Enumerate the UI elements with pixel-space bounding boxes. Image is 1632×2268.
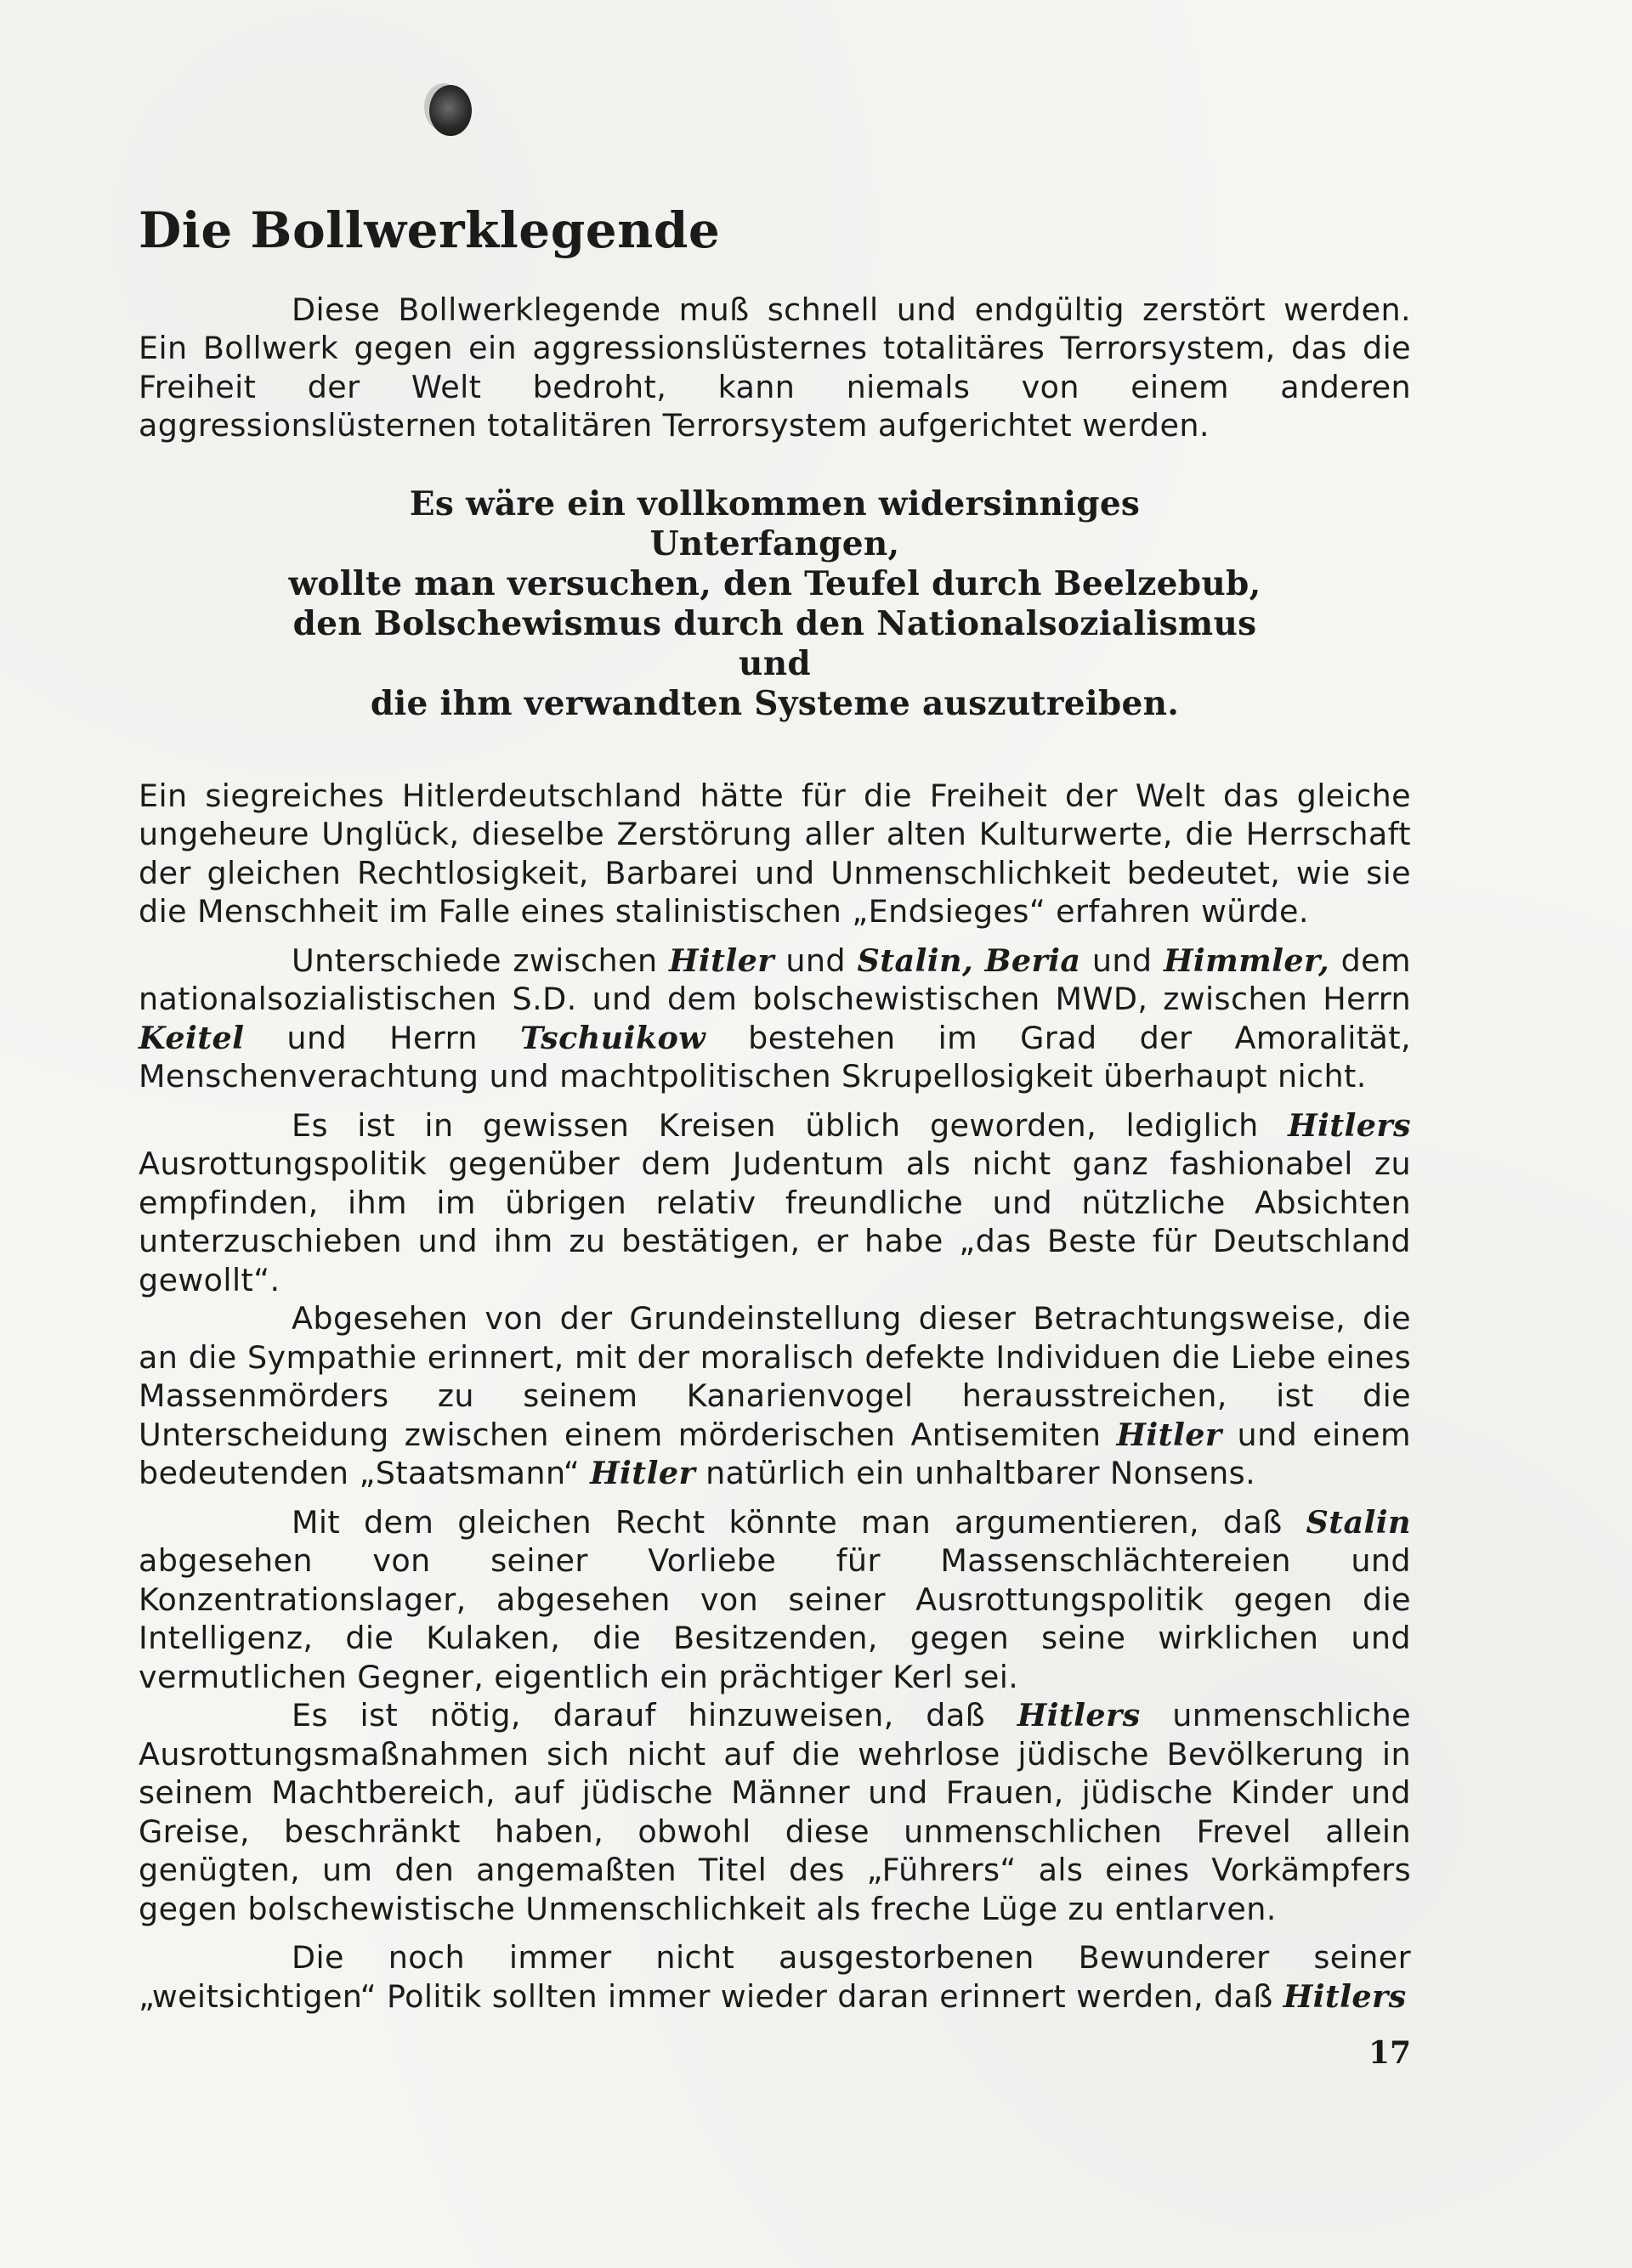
emphasis-name: Hitler <box>668 942 774 979</box>
body-paragraph-6 <box>139 1696 1411 1928</box>
text-run: und einem bedeutenden „Staatsmann“ <box>139 1416 1411 1492</box>
emphasis-name: Himmler, <box>1163 942 1330 979</box>
text-run: bestehen im Grad der Amoralität, Menschenverachtung und machtpolitischen Skrupellosigkeit überhaupt nicht. <box>139 1019 1411 1095</box>
emphasis-name: Hitler <box>590 1455 696 1492</box>
page-number: 17 <box>1368 2035 1412 2071</box>
emphasis-name: Stalin <box>1306 1503 1411 1541</box>
text-run: Abgesehen von der Grundeinstellung dieser Betrachtungsweise, die an die Sympathie erinnert, mit der moralisch defekte Individuen die Liebe eines Massenmörders zu seinem Kanarienvogel herausstreichen, ist die Unterscheidung zwischen einem mörderischen Antisemiten <box>139 1300 1411 1453</box>
quote-line: wollte man versuchen, den Teufel durch Beelzebub, <box>288 563 1261 603</box>
quote-line: den Bolschewismus durch den Nationalsozialismus und <box>292 603 1257 683</box>
emphasis-name: Beria <box>984 942 1081 979</box>
emphasis-name: Hitlers <box>1017 1697 1141 1734</box>
body-paragraph-2 <box>139 942 1411 1096</box>
text-run: Unterschiede zwischen <box>292 942 669 979</box>
text-run: und <box>774 942 858 979</box>
text-run: Die noch immer nicht ausgestorbenen Bewunderer seiner „weitsichtigen“ Politik sollten immer wieder daran erinnert werden, daß <box>139 1939 1411 2015</box>
body-paragraph-7 <box>139 1938 1411 2016</box>
text-run: Mit dem gleichen Recht könnte man argumentieren, daß <box>292 1503 1306 1541</box>
text-run: dem nationalsozialistischen S.D. und dem bolschewistischen MWD, zwischen Herrn <box>139 942 1411 1018</box>
intro-paragraph: Diese Bollwerklegende muß schnell und endgültig zerstört werden. Ein Bollwerk gegen ein aggressionslüsternes totalitäres Terrorsystem, das die Freiheit der Welt bedroht, kann niemals von einem anderen aggressionslüsternen totalitären Terrorsystem aufgerichtet werden. <box>139 291 1411 444</box>
emphasis-name: Hitlers <box>1288 1106 1411 1144</box>
body-paragraph-5 <box>139 1503 1411 1697</box>
text-run: unmenschliche Ausrottungsmaßnahmen sich nicht auf die wehrlose jüdische Bevölkerung in seinem Machtbereich, auf jüdische Männer und Frauen, jüdische Kinder und Greise, beschränkt haben, obwohl diese unmenschlichen Frevel allein genügten, um den angemaßten Titel des „Führers“ als eines Vorkämpfers gegen bolschewistische Unmenschlichkeit als freche Lüge zu entlarven. <box>139 1697 1411 1927</box>
page-content <box>139 201 1411 2016</box>
quote-line: Es wäre ein vollkommen widersinniges Unterfangen, <box>409 484 1141 563</box>
text-run <box>973 942 984 979</box>
emphasis-name: Tschuikow <box>519 1019 706 1056</box>
punch-hole-mark <box>429 85 472 136</box>
text-run: Es ist nötig, darauf hinzuweisen, daß <box>292 1697 1017 1734</box>
emphasis-name: Keitel <box>139 1019 245 1056</box>
emphasized-quote <box>286 484 1264 724</box>
quote-line: die ihm verwandten Systeme auszutreiben. <box>370 683 1180 723</box>
text-run: abgesehen von seiner Vorliebe für Massenschlächtereien und Konzentrationslager, abgesehen von seiner Ausrottungspolitik gegen die Intelligenz, die Kulaken, die Besitzenden, gegen seine wirklichen und vermutlichen Gegner, eigentlich ein prächtiger Kerl sei. <box>139 1542 1411 1695</box>
text-run: Ausrottungspolitik gegenüber dem Judentum als nicht ganz fashionabel zu empfinden, ihm im übrigen relativ freundliche und nützliche Absichten unterzuschieben und ihm zu bestätigen, er habe „das Beste für Deutschland gewollt“. <box>139 1145 1411 1298</box>
emphasis-name: Hitlers <box>1283 1977 1407 2015</box>
text-run: und Herrn <box>244 1019 520 1056</box>
page-title: Die Bollwerklegende <box>139 201 721 259</box>
emphasis-name: Stalin, <box>857 942 974 979</box>
body-paragraph-1: Ein siegreiches Hitlerdeutschland hätte für die Freiheit der Welt das gleiche ungeheure Unglück, dieselbe Zerstörung aller alten Kulturwerte, die Herrschaft der gleichen Rechtlosigkeit, Barbarei und Unmenschlichkeit bedeutet, wie sie die Menschheit im Falle eines stalinistischen „Endsieges“ erfahren würde. <box>139 777 1411 930</box>
text-run: Es ist in gewissen Kreisen üblich geworden, lediglich <box>292 1106 1289 1144</box>
emphasis-name: Hitler <box>1116 1416 1222 1453</box>
text-run: natürlich ein unhaltbarer Nonsens. <box>695 1455 1256 1492</box>
text-run: und <box>1080 942 1164 979</box>
body-paragraph-4 <box>139 1299 1411 1493</box>
body-paragraph-3 <box>139 1106 1411 1300</box>
